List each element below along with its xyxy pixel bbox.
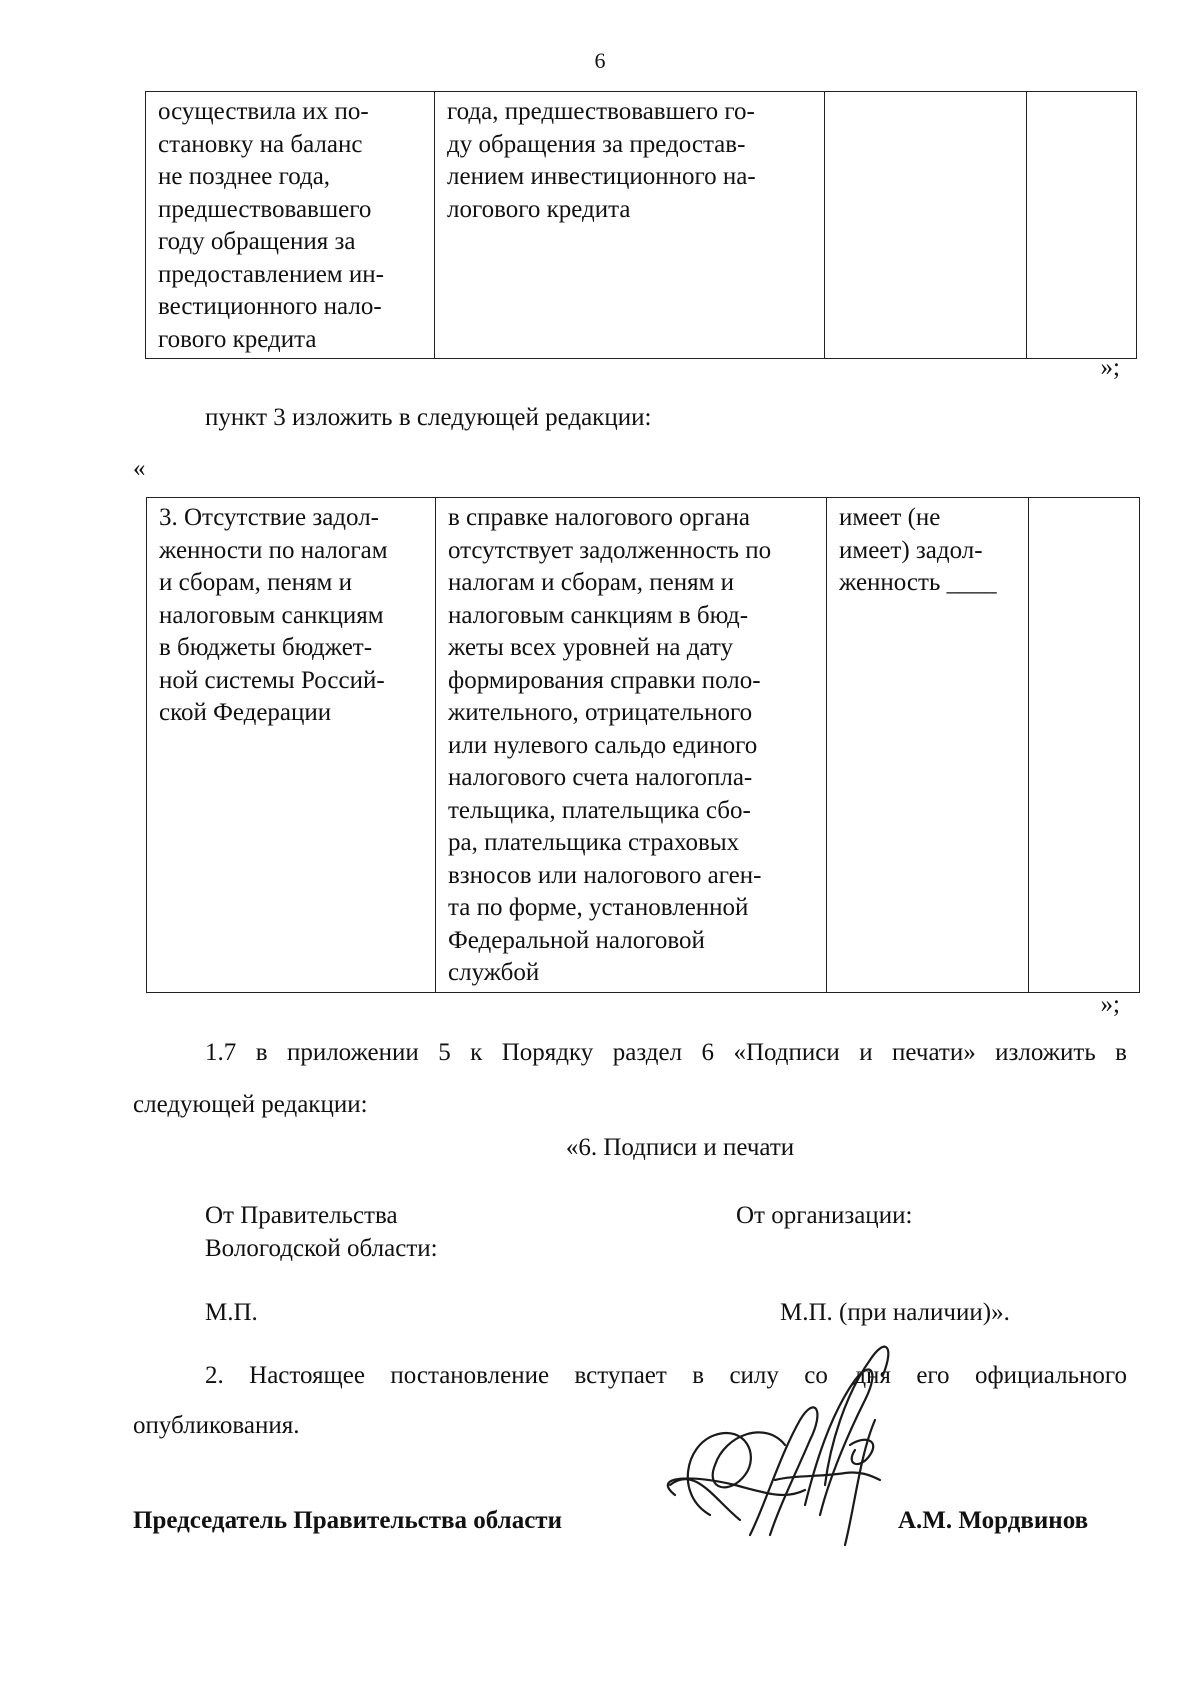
signatory-position: Председатель Правительства области bbox=[133, 1507, 562, 1534]
cell-line: налоговым санкциям в бюд- bbox=[448, 601, 749, 629]
cell-line: году обращения за bbox=[158, 228, 356, 255]
cell-line: вестиционного нало- bbox=[158, 293, 382, 320]
close-quote: »; bbox=[1100, 991, 1120, 1018]
cell-line: гового кредита bbox=[158, 325, 317, 353]
handwritten-signature bbox=[655, 1325, 915, 1585]
cell-line: и сборам, пеням и bbox=[159, 569, 352, 596]
cell-line: жеты всех уровней на дату bbox=[448, 634, 733, 661]
clause-2-line2: опубликования. bbox=[133, 1412, 300, 1439]
criteria-table bbox=[146, 497, 1140, 993]
clause-2-line1: 2. Настоящее постановление вступает в силу со дня его официального bbox=[205, 1362, 1127, 1389]
cell-line: имеет) задол- bbox=[839, 536, 983, 564]
cell-line: отсутствует задолженность по bbox=[448, 536, 772, 564]
cell-line: тельщика, плательщика сбо- bbox=[448, 796, 751, 824]
cell-line: налоговым санкциям bbox=[159, 601, 384, 629]
signatory-name: А.М. Мордвинов bbox=[898, 1507, 1089, 1534]
table-cell-notes bbox=[1029, 498, 1140, 993]
close-quote: »; bbox=[1100, 354, 1120, 381]
table-cell-criterion bbox=[146, 92, 435, 359]
left-party-line: От Правительства bbox=[205, 1202, 398, 1229]
cell-line: службой bbox=[448, 959, 540, 986]
cell-line: не позднее года, bbox=[158, 163, 331, 190]
table-row bbox=[146, 92, 1137, 359]
cell-line: в бюджеты бюджет- bbox=[159, 634, 373, 661]
cell-line: ной системы Россий- bbox=[159, 666, 385, 694]
cell-line: ду обращения за предостав- bbox=[447, 130, 746, 158]
left-party-line: Вологодской области: bbox=[205, 1235, 438, 1262]
right-party: От организации: bbox=[736, 1202, 913, 1229]
cell-line: лением инвестиционного на- bbox=[447, 163, 756, 190]
cell-line: становку на баланс bbox=[158, 130, 363, 158]
table-cell-criterion bbox=[147, 498, 436, 993]
cell-line: та по форме, установленной bbox=[448, 894, 749, 921]
cell-line: имеет (не bbox=[839, 504, 941, 531]
cell-line: предшествовавшего bbox=[158, 195, 372, 223]
table-cell-status bbox=[827, 498, 1029, 993]
cell-line: налогам и сборам, пеням и bbox=[448, 569, 735, 596]
left-party bbox=[205, 1199, 438, 1265]
clause-1-7-line1: 1.7 в приложении 5 к Порядку раздел 6 «Подписи и печати» изложить в bbox=[205, 1039, 1127, 1066]
table-cell-condition bbox=[436, 498, 827, 993]
page-number: 6 bbox=[594, 48, 606, 73]
table-cell-notes bbox=[1027, 92, 1137, 359]
cell-line: Федеральной налоговой bbox=[448, 926, 705, 954]
cell-line: ской Федерации bbox=[159, 699, 332, 726]
open-quote: « bbox=[133, 455, 146, 482]
cell-line: предоставлением ин- bbox=[158, 260, 384, 288]
section-title: «6. Подписи и печати bbox=[565, 1134, 795, 1161]
table-row bbox=[147, 498, 1140, 993]
cell-line: налогового счета налогопла- bbox=[448, 764, 753, 791]
cell-line: логового кредита bbox=[447, 195, 631, 223]
cell-line: 3. Отсутствие задол- bbox=[159, 504, 379, 531]
cell-line: женность ____ bbox=[839, 569, 997, 596]
table-cell-condition bbox=[435, 92, 825, 359]
cell-line: осуществила их по- bbox=[158, 98, 369, 125]
cell-line: ра, плательщика страховых bbox=[448, 829, 740, 856]
amendment-intro: пункт 3 изложить в следующей редакции: bbox=[205, 404, 652, 431]
cell-line: в справке налогового органа bbox=[448, 504, 750, 531]
table-cell-status bbox=[825, 92, 1027, 359]
left-stamp: М.П. bbox=[205, 1299, 258, 1326]
cell-line: формирования справки поло- bbox=[448, 666, 761, 694]
cell-line: года, предшествовавшего го- bbox=[447, 98, 755, 125]
clause-1-7-line2: следующей редакции: bbox=[133, 1091, 368, 1118]
cell-line: женности по налогам bbox=[159, 536, 388, 564]
cell-line: взносов или налогового аген- bbox=[448, 861, 762, 889]
right-stamp: М.П. (при наличии)». bbox=[780, 1299, 1010, 1326]
continuation-table bbox=[145, 91, 1137, 359]
cell-line: жительного, отрицательного bbox=[448, 699, 753, 726]
cell-line: или нулевого сальдо единого bbox=[448, 731, 758, 759]
